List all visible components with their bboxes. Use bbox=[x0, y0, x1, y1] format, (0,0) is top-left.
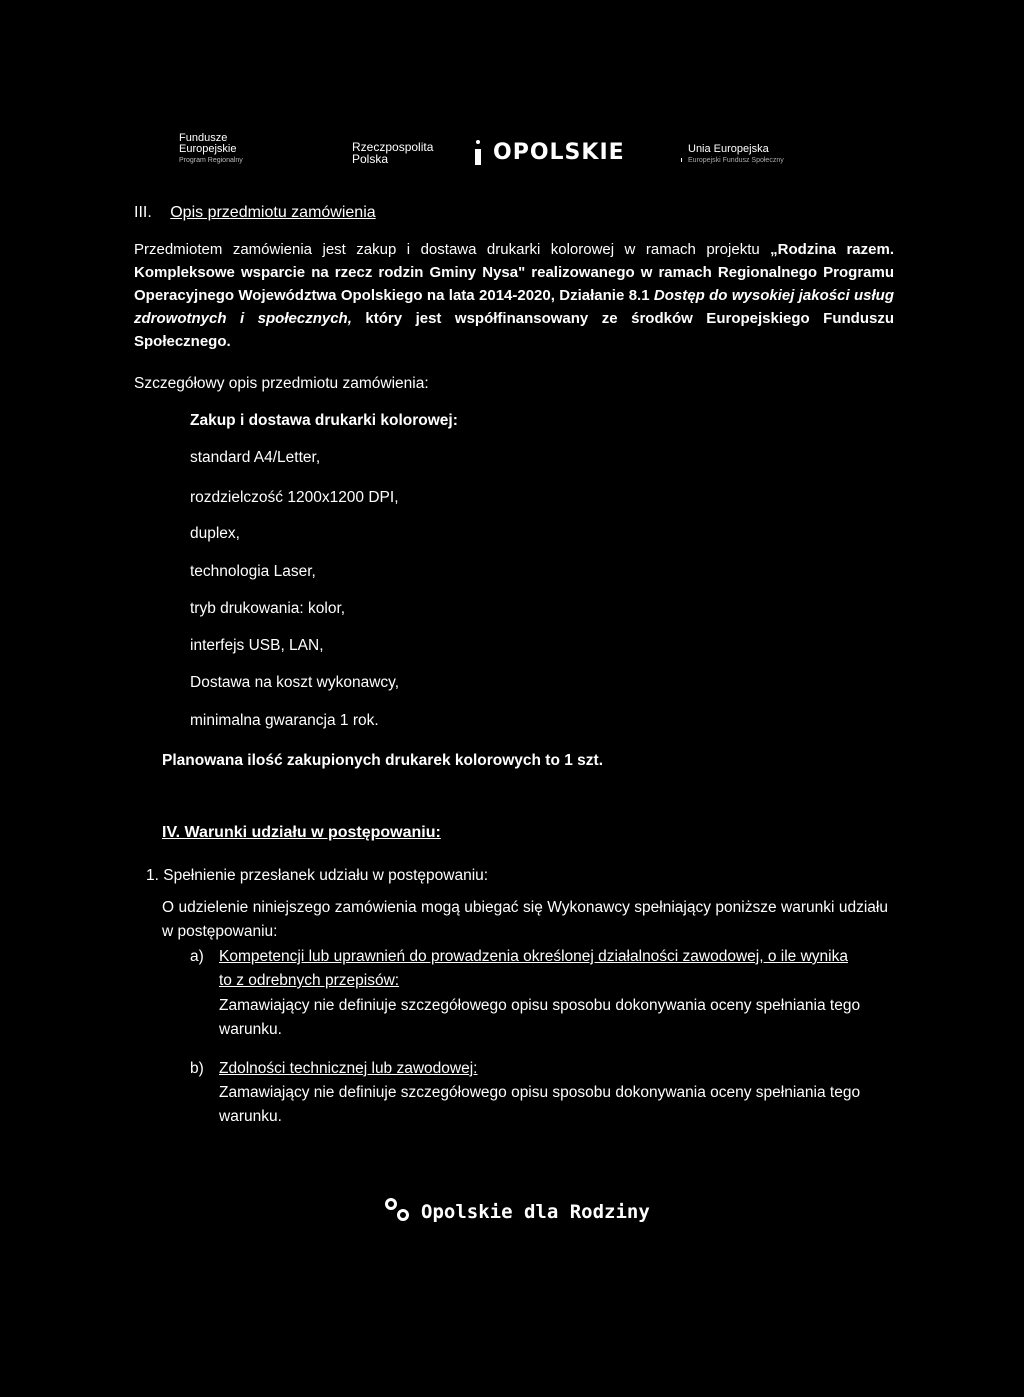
intro-italic: Dostęp do wysokiej jakości usług zdrowotnych i społecznych, bbox=[134, 287, 894, 327]
rp-line1: Rzeczpospolita bbox=[352, 140, 434, 154]
list-item: technologia Laser, bbox=[190, 563, 316, 580]
item-a-label: a) bbox=[190, 948, 204, 965]
list-item: standard A4/Letter, bbox=[190, 449, 321, 466]
footer-logo-text: Opolskie dla Rodziny bbox=[421, 1201, 650, 1223]
list-item: rozdzielczość 1200x1200 DPI, bbox=[190, 489, 399, 506]
ue-line1: Unia Europejska bbox=[688, 143, 769, 155]
rings-icon bbox=[385, 1198, 415, 1226]
divider-mark bbox=[681, 158, 682, 162]
intro-part1: Przedmiotem zamówienia jest zakup i dostawa drukarki kolorowej w ramach projektu bbox=[134, 241, 771, 258]
quantity-note: Planowana ilość zakupionych drukarek kolorowych to 1 szt. bbox=[162, 752, 604, 769]
opolskie-mark-icon bbox=[475, 140, 481, 166]
section-4-title: IV. Warunki udziału w postępowaniu: bbox=[162, 824, 441, 841]
item-b-text-line1: Zamawiający nie definiuje szczegółowego opisu sposobu dokonywania oceny spełniania tego bbox=[219, 1084, 861, 1101]
item-b-label: b) bbox=[190, 1060, 204, 1077]
opolskie-wordmark: OPOLSKIE bbox=[493, 140, 625, 165]
fe-line3: Program Regionalny bbox=[179, 157, 243, 164]
rp-line2: Polska bbox=[352, 152, 389, 166]
unia-europejska-logo bbox=[688, 143, 784, 167]
intro-bold2: który jest współfinansowany ze środków Europejskiego Funduszu Społecznego. bbox=[134, 310, 894, 350]
item-a-title-line2: to z odrebnych przepisów: bbox=[219, 972, 400, 989]
section-3-title: Opis przedmiotu zamówienia bbox=[170, 204, 376, 221]
item-b-title: Zdolności technicznej lub zawodowej: bbox=[219, 1060, 478, 1077]
item-a-text-line2: warunku. bbox=[219, 1021, 282, 1038]
section-3-number: III. bbox=[134, 204, 152, 221]
ue-line2: Europejski Fundusz Społeczny bbox=[688, 157, 784, 164]
list-item: interfejs USB, LAN, bbox=[190, 637, 324, 654]
list-item: duplex, bbox=[190, 525, 240, 542]
item-heading: Zakup i dostawa drukarki kolorowej: bbox=[190, 412, 458, 429]
list-item: tryb drukowania: kolor, bbox=[190, 600, 346, 617]
fundusze-europejskie-logo bbox=[179, 133, 243, 166]
opolskie-dla-rodziny-logo bbox=[385, 1198, 650, 1226]
section-3-heading bbox=[134, 204, 376, 222]
fe-line1: Fundusze bbox=[179, 132, 228, 144]
section-4-intro: O udzielenie niniejszego zamówienia mogą ubiegać się Wykonawcy spełniający poniższe warunki udziału w postępowaniu: bbox=[162, 899, 888, 940]
section-3-intro bbox=[134, 238, 894, 353]
list-item: minimalna gwarancja 1 rok. bbox=[190, 712, 379, 729]
fe-line2: Europejskie bbox=[179, 143, 237, 155]
details-label: Szczegółowy opis przedmiotu zamówienia: bbox=[134, 375, 429, 392]
intro-bold1: „Rodzina razem. Kompleksowe wsparcie na rzecz rodzin Gminy Nysa" realizowanego w ramach Regionalnego Programu Operacyjnego Województwa Opolskiego na lata 2014-2020, Działanie 8.1 bbox=[134, 241, 894, 304]
list-item: Dostawa na koszt wykonawcy, bbox=[190, 674, 400, 691]
item-a-text-line1: Zamawiający nie definiuje szczegółowego opisu sposobu dokonywania oceny spełniania tego bbox=[219, 997, 861, 1014]
item-a-title-line1: Kompetencji lub uprawnień do prowadzenia określonej działalności zawodowej, o ile wynika bbox=[219, 948, 848, 965]
item-b-text-line2: warunku. bbox=[219, 1108, 282, 1125]
opolskie-logo bbox=[475, 140, 625, 166]
rzeczpospolita-polska-logo bbox=[352, 141, 433, 165]
point-1: 1. Spełnienie przesłanek udziału w postępowaniu: bbox=[146, 867, 489, 884]
